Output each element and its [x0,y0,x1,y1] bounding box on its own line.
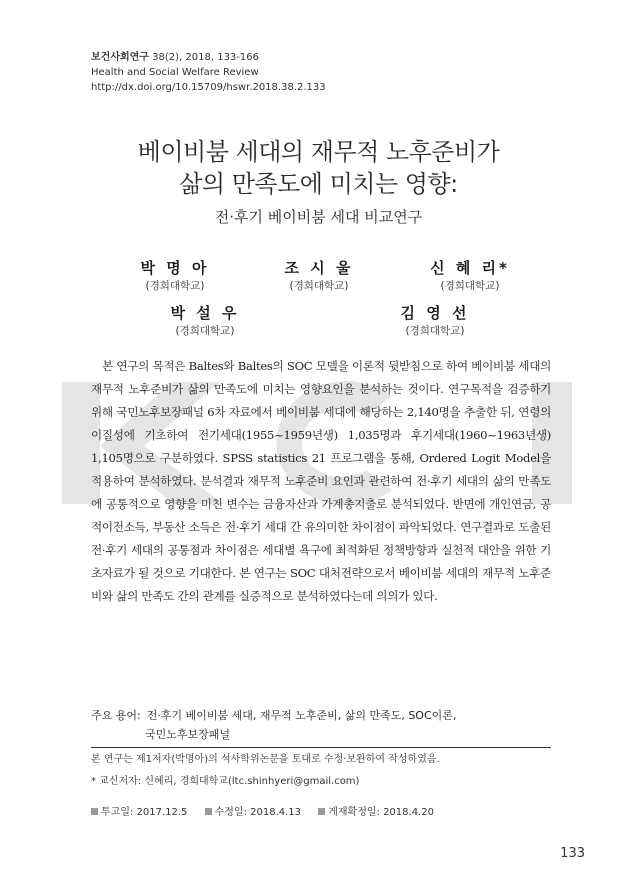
received-date: 투고일: 2017.12.5 [91,807,187,818]
author-name: 박 명 아 [140,259,210,277]
doi-link[interactable]: http://dx.doi.org/10.15709/hswr.2018.38.2.133 [91,82,326,93]
paper-title-line-2: 삶의 만족도에 미치는 영향: [179,170,458,198]
revised-date: 수정일: 2018.4.13 [205,807,301,818]
author-affiliation: (경희대학교) [289,280,349,292]
footnote-divider [91,747,551,748]
journal-name: 보건사회연구 [91,52,149,63]
author-3 [385,258,555,294]
author-name: 김 영 선 [400,304,470,322]
author-affiliation: (경희대학교) [175,325,235,337]
author-name: 신 혜 리* [430,259,510,277]
page-number: 133 [560,846,585,861]
footnote-acknowledgement: 본 연구는 제1저자(박명아)의 석사학위논문을 토대로 수정·보완하여 작성하였음. [91,754,440,765]
author-name: 조 시 울 [284,259,354,277]
abstract-text: 본 연구의 목적은 Baltes와 Baltes의 SOC 모델을 이론적 뒷받침으로 하여 베이비붐 세대의 재무적 노후준비가 삶의 만족도에 미치는 영향요인을 분석하는 것이다. 연구목적을 검증하기 위해 국민노후보장패널 6차 자료에서 베이비붐 세대에 해당하는 2,140명을 추출한 뒤, 연령의 이질성에 기초하여 전기세대(1955~1959년생) 1,035명과 후기세대(1960~1963년생) 1,105명으로 구분하였다. SPSS statistics 21 프로그램을 통해, Ordered Logit Model을 적용하여 분석하였다. 분석결과 재무적 노후준비 요인과 관련하여 전·후기 세대의 삶의 만족도에 공통적으로 영향을 미친 변수는 금융자산과 가계총지출로 분석되었다. 반면에 개인연금, 공적이전소득, 부동산 소득은 전·후기 세대 간 유의미한 차이점이 파악되었다. 연구결과로 도출된 전·후기 세대의 공통점과 차이점은 세대별 욕구에 최적화된 정책방향과 실천적 대안을 위한 기초자료가 될 것으로 기대한다. 본 연구는 SOC 대처전략으로서 베이비붐 세대의 재무적 노후준비와 삶의 만족도 간의 관계를 실증적으로 분석하였다는데 의의가 있다. [91,359,551,603]
author-2 [234,258,404,294]
citation: 38(2), 2018, 133-166 [148,52,259,63]
paper-subtitle: 전·후기 베이비붐 세대 비교연구 [214,208,423,226]
journal-citation-line [91,50,326,65]
author-affiliation: (경희대학교) [405,325,465,337]
keywords [91,706,456,744]
author-4 [120,303,290,339]
title-block [0,136,637,228]
paper-title-line-1: 베이비붐 세대의 재무적 노후준비가 [137,138,500,166]
author-5 [350,303,520,339]
square-bullet-icon [91,808,98,815]
square-bullet-icon [205,808,212,815]
square-bullet-icon [318,808,325,815]
footnote-corresponding-author: * 교신저자: 신혜리, 경희대학교(ltc.shinhyeri@gmail.com) [91,776,360,787]
author-name: 박 설 우 [170,304,240,322]
journal-english-name: Health and Social Welfare Review [91,67,259,78]
journal-header [91,50,326,95]
accepted-date: 게재확정일: 2018.4.20 [318,807,434,818]
submission-dates [91,803,448,818]
author-affiliation: (경희대학교) [145,280,205,292]
author-affiliation: (경희대학교) [440,280,500,292]
keywords-label: 주요 용어: [91,709,141,722]
keywords-line-1: 전·후기 베이비붐 세대, 재무적 노후준비, 삶의 만족도, SOC이론, [146,709,457,722]
keywords-line-2: 국민노후보장패널 [145,728,231,741]
